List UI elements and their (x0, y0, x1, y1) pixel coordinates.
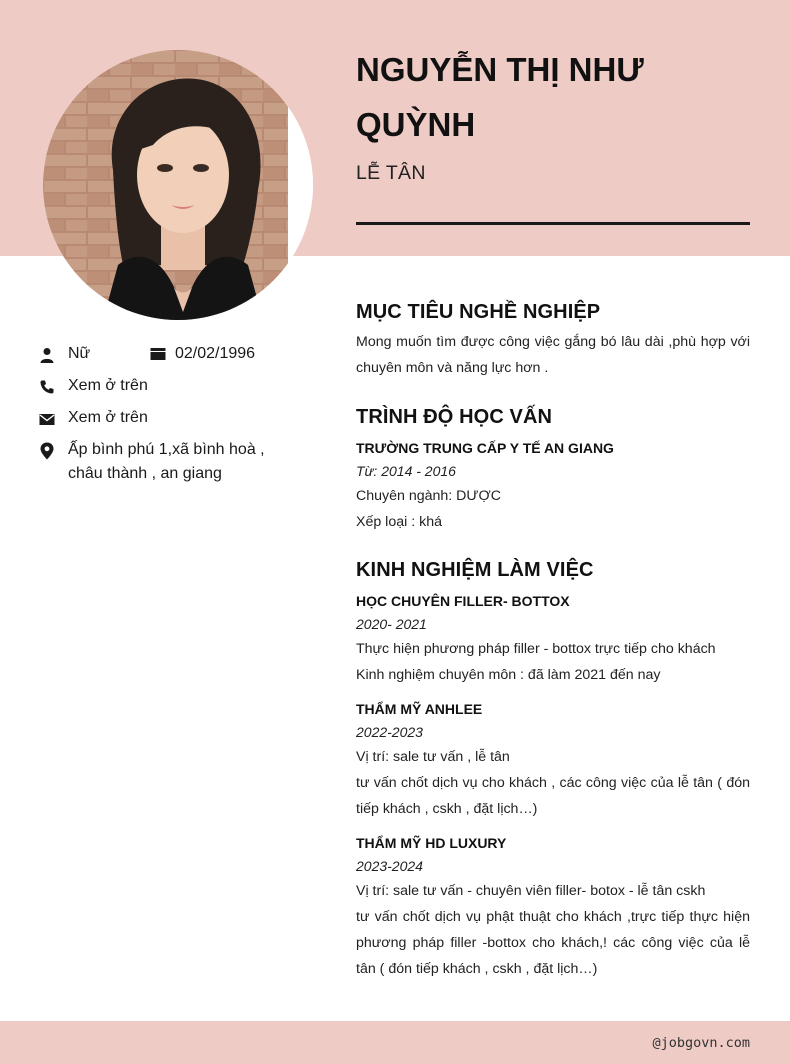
job-company: THẨM MỸ HD LUXURY (356, 835, 507, 851)
gender-value: Nữ (68, 345, 91, 362)
job-line: Vị trí: sale tư vấn - chuyên viên filler- botox - lễ tân cskh (356, 883, 706, 899)
education-major: Chuyên ngành: DƯỢC (356, 488, 501, 504)
job-period: 2023-2024 (356, 858, 423, 874)
experience-title: KINH NGHIỆM LÀM VIỆC (356, 559, 594, 581)
job-company: HỌC CHUYÊN FILLER- BOTTOX (356, 593, 570, 609)
job-line: tư vấn chốt dịch vụ cho khách , các công việc của lễ tân ( đón tiếp khách , cskh , đặt lịch…) (356, 775, 750, 817)
address-value: Ấp bình phú 1,xã bình hoà , châu thành , an giang (68, 441, 265, 482)
dob-value: 02/02/1996 (175, 345, 256, 362)
location-pin-icon (38, 442, 56, 460)
footer-brand: @jobgovn.com (652, 1035, 750, 1051)
section-experience (356, 559, 750, 982)
phone-value: Xem ở trên (68, 377, 148, 394)
objective-title: MỤC TIÊU NGHỀ NGHIỆP (356, 301, 601, 323)
phone-icon (38, 378, 56, 396)
job-item (356, 593, 750, 688)
candidate-name: NGUYỄN THỊ NHƯ QUỲNH (356, 51, 644, 143)
profile-photo (43, 50, 313, 320)
candidate-role: LỄ TÂN (356, 162, 426, 184)
contact-gender (38, 345, 90, 366)
job-company: THẨM MỸ ANHLEE (356, 701, 483, 717)
mail-icon (38, 410, 56, 428)
job-item (356, 835, 750, 982)
education-rank: Xếp loại : khá (356, 514, 442, 530)
job-item (356, 701, 750, 822)
section-education (356, 406, 750, 535)
education-title: TRÌNH ĐỘ HỌC VẤN (356, 406, 553, 428)
education-period: Từ: 2014 - 2016 (356, 463, 456, 479)
job-period: 2020- 2021 (356, 616, 427, 632)
section-objective (356, 301, 750, 381)
job-line: Thực hiện phương pháp filler - bottox trực tiếp cho khách (356, 641, 716, 657)
education-school: TRƯỜNG TRUNG CẤP Y TẾ AN GIANG (356, 440, 614, 456)
contact-dob (149, 345, 255, 363)
job-line: Kinh nghiệm chuyên môn : đã làm 2021 đến nay (356, 667, 661, 683)
contact-address (38, 441, 308, 486)
job-period: 2022-2023 (356, 724, 423, 740)
contact-phone (38, 377, 148, 398)
header-divider (356, 222, 750, 225)
job-line: Vị trí: sale tư vấn , lễ tân (356, 749, 510, 765)
objective-text: Mong muốn tìm được công việc gắng bó lâu dài ,phù hợp với chuyên môn và năng lực hơn . (356, 334, 750, 376)
email-value: Xem ở trên (68, 409, 148, 426)
person-icon (38, 346, 56, 364)
job-line: tư vấn chốt dịch vụ phật thuật cho khách ,trực tiếp thực hiện phương pháp filler -bottox cho khách,! các công việc của lễ tân ( đón tiếp khách , cskh , đặt lịch…) (356, 909, 750, 977)
calendar-icon (149, 345, 167, 363)
contact-email (38, 409, 148, 430)
